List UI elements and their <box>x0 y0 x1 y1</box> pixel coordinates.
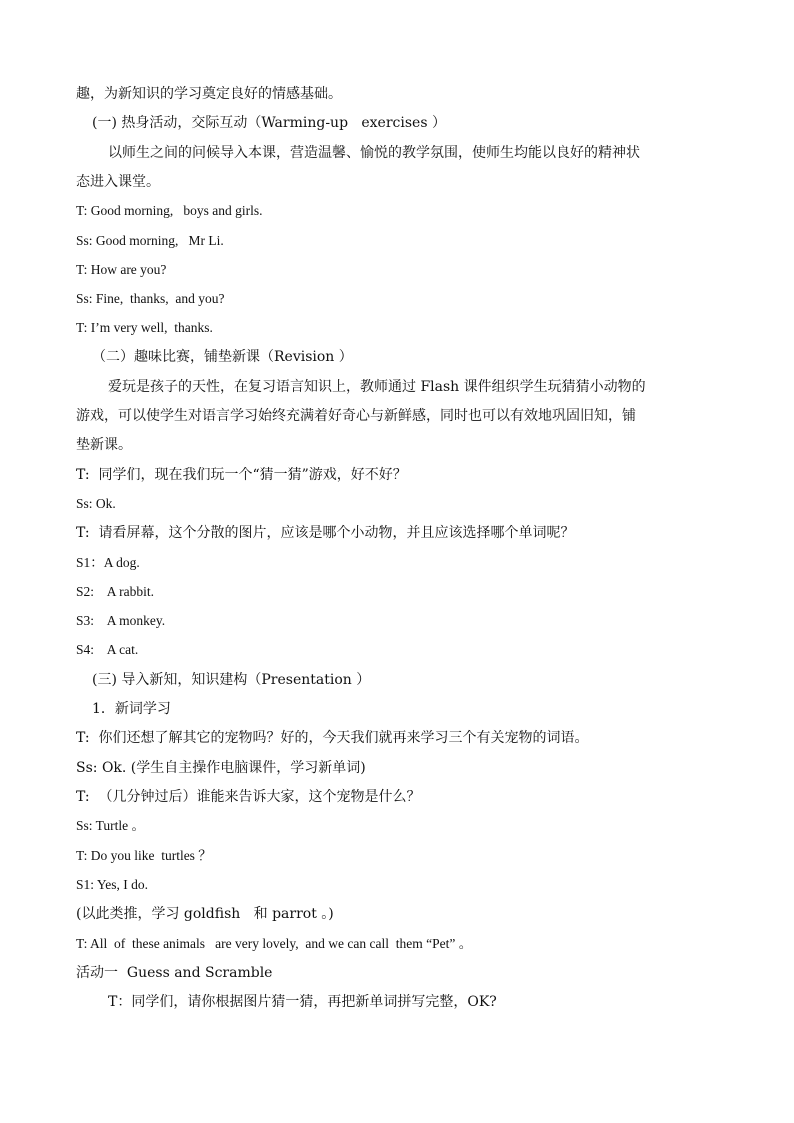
paragraph-line: 以师生之间的问候导入本课，营造温馨、愉悦的教学氛围，使师生均能以良好的精神状 <box>108 145 640 161</box>
dialogue-line: T: 你们还想了解其它的宠物吗？好的，今天我们就再来学习三个有关宠物的词语。 <box>76 730 589 746</box>
dialogue-line: S1：A dog. <box>76 555 140 570</box>
dialogue-line: T: I’m very well, thanks. <box>76 320 213 335</box>
dialogue-line: Ss: Fine, thanks, and you? <box>76 291 225 306</box>
section-heading: (一) 热身活动，交际互动（Warming-up exercises ） <box>92 115 446 131</box>
dialogue-line: T: 同学们，现在我们玩一个“猜一猜”游戏，好不好？ <box>76 467 407 483</box>
dialogue-line: Ss: Ok. (学生自主操作电脑课件，学习新单词) <box>76 760 366 776</box>
dialogue-line: S1: Yes, I do. <box>76 877 149 892</box>
text-line: 趣，为新知识的学习奠定良好的情感基础。 <box>76 86 342 102</box>
dialogue-line: Ss: Good morning, Mr Li. <box>76 233 224 248</box>
dialogue-line: Ss: Turtle 。 <box>76 818 146 833</box>
paragraph-line: 爱玩是孩子的天性，在复习语言知识上，教师通过 Flash 课件组织学生玩猜猜小动物的 <box>108 379 646 395</box>
dialogue-line: S2: A rabbit. <box>76 584 155 599</box>
dialogue-line: T: All of these animals are very lovely, and we can call them “Pet” 。 <box>76 936 473 951</box>
text-line: (以此类推，学习 goldfish 和 parrot 。) <box>76 906 334 922</box>
section-heading: （二）趣味比赛，铺垫新课（Revision ） <box>92 349 353 365</box>
subsection-heading: 1．新词学习 <box>92 701 171 717</box>
dialogue-line: T：同学们，请你根据图片猜一猜，再把新单词拼写完整，OK? <box>108 994 497 1010</box>
section-heading: (三) 导入新知，知识建构（Presentation ） <box>92 672 371 688</box>
dialogue-line: T: Do you like turtles ？ <box>76 848 212 863</box>
paragraph-line: 态进入课堂。 <box>76 174 160 190</box>
dialogue-line: S4: A cat. <box>76 642 139 657</box>
paragraph-line: 垫新课。 <box>76 437 132 453</box>
dialogue-line: T: Good morning, boys and girls. <box>76 203 263 218</box>
dialogue-line: T: How are you? <box>76 262 167 277</box>
dialogue-line: T: 请看屏幕，这个分散的图片，应该是哪个小动物，并且应该选择哪个单词呢？ <box>76 525 575 541</box>
dialogue-line: T: （几分钟过后）谁能来告诉大家，这个宠物是什么？ <box>76 789 421 805</box>
activity-heading: 活动一 Guess and Scramble <box>76 965 273 981</box>
dialogue-line: Ss: Ok. <box>76 496 116 511</box>
dialogue-line: S3: A monkey. <box>76 613 166 628</box>
paragraph-line: 游戏，可以使学生对语言学习始终充满着好奇心与新鲜感，同时也可以有效地巩固旧知，铺 <box>76 408 636 424</box>
